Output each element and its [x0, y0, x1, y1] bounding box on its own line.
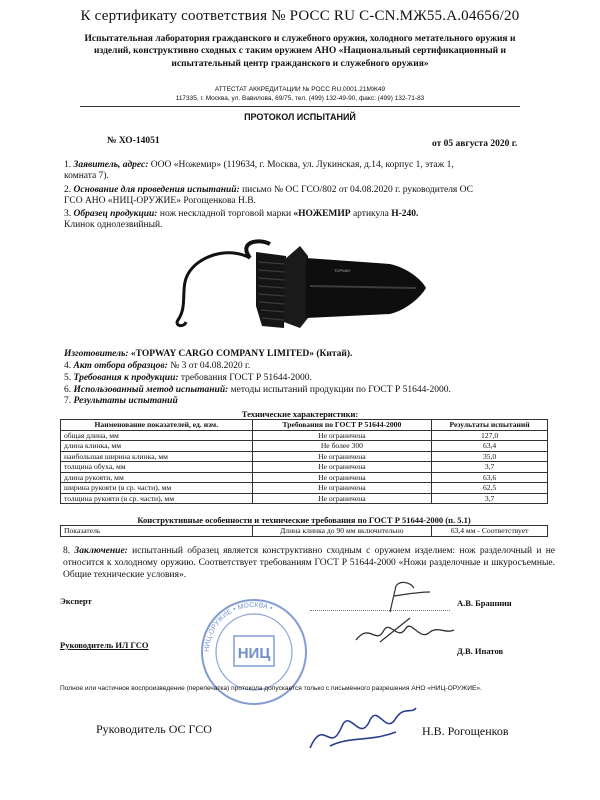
conclusion-text: испытанный образец является конструктивно сходным с оружием изделием: нож разделочный и не относится к холодному оружию. Соответствует требованиям ГОСТ Р 51644-2000 «Ножи разделочные и шкуросъемные. Общие технические условия». — [63, 546, 556, 580]
knife-photo — [158, 236, 428, 342]
table-row — [61, 462, 548, 473]
table-cell: толщина рукояти (в ср. части), мм — [61, 493, 253, 504]
table-cell: Не ограничена — [252, 483, 432, 494]
table-cell: 62,5 — [432, 483, 548, 494]
stamp-center-text: НИЦ — [237, 645, 271, 662]
lab-head-signature — [350, 612, 460, 656]
basis-text: письмо № ОС ГСО/802 от 04.08.2020 г. руководителя ОС — [239, 185, 473, 195]
table-cell: 127,0 — [432, 430, 548, 441]
table-cell: 63,6 — [432, 472, 548, 483]
constr-table-title: Конструктивные особенности и технические требования по ГОСТ Р 51644-2000 (п. 5.1) — [137, 515, 471, 525]
sample-text-2: Клинок однолезвийный. — [64, 220, 163, 230]
table-cell: Не ограничена — [252, 451, 432, 462]
item-number: 6. — [64, 385, 72, 395]
item-number: 1. — [64, 160, 72, 170]
table-cell: Не более 300 — [252, 441, 432, 452]
sampling-act-text: № 3 от 04.08.2020 г. — [167, 361, 251, 371]
table-cell: наибольшая ширина клинка, мм — [61, 451, 253, 462]
maker-text: «TOPWAY CARGO COMPANY LIMITED» (Китай). — [128, 349, 353, 359]
tech-table — [60, 419, 548, 504]
lab-line-2: изделий, конструктивно сходных с таким оружием АНО «Национальный сертификационный и — [93, 46, 506, 57]
table-cell: Длина клинка до 90 мм включительно — [252, 526, 432, 537]
requirements-label: Требования к продукции: — [73, 373, 179, 383]
basis-label: Основание для проведения испытаний: — [73, 185, 240, 195]
os-head-signature — [300, 696, 420, 760]
lab-head-name: Д.В. Ипатов — [457, 646, 504, 656]
table-cell: Показатель — [61, 526, 253, 537]
table-cell: Не ограничена — [252, 462, 432, 473]
table-cell: Не ограничена — [252, 472, 432, 483]
table-row — [61, 430, 548, 441]
table-cell: длина рукояти, мм — [61, 472, 253, 483]
knife-guard — [284, 246, 308, 328]
accreditation-block — [0, 85, 600, 103]
table-cell: Не ограничена — [252, 493, 432, 504]
reproduction-note: Полное или частичное воспроизведение (перепечатка) протокола допускается только с письменного разрешения АНО «НИЦ-ОРУЖИЕ». — [60, 685, 482, 692]
table-row — [61, 441, 548, 452]
sample-brand: «НОЖЕМИР — [293, 209, 351, 219]
table-cell: 63,4 мм - Соответствует — [432, 526, 548, 537]
column-header: Результаты испытаний — [432, 420, 548, 431]
applicant-text-2: комната 7). — [64, 171, 109, 181]
table-row — [61, 493, 548, 504]
item-number: 8. — [63, 546, 71, 556]
os-head-name: Н.В. Рогощенков — [422, 724, 509, 738]
sample-article: Н-240. — [391, 209, 419, 219]
table-cell: ширина рукояти (в ср. части), мм — [61, 483, 253, 494]
header-divider — [80, 106, 520, 107]
protocol-date: от 05 августа 2020 г. — [432, 139, 518, 149]
test-method-text: методы испытаний продукции по ГОСТ Р 51644-2000. — [228, 385, 451, 395]
accreditation-number: АТТЕСТАТ АККРЕДИТАЦИИ № РОСС RU.0001.21МЖ49 — [214, 86, 386, 93]
sample-text: нож нескладной торговой марки — [157, 209, 294, 219]
stamp-ring-text: НИЦ-ОРУЖИЕ • МОСКВА • — [203, 601, 274, 653]
column-header: Наименование показателей, ед. изм. — [61, 420, 253, 431]
item-applicant — [64, 160, 564, 182]
table-row — [61, 483, 548, 494]
item-maker — [64, 349, 564, 360]
expert-label: Эксперт — [60, 596, 92, 606]
protocol-number: № ХО-14051 — [107, 136, 160, 146]
maker-label: Изготовитель: — [64, 349, 129, 359]
item-number: 4. — [64, 361, 72, 371]
item-number: 5. — [64, 373, 72, 383]
item-basis — [64, 185, 564, 207]
table-row — [61, 526, 548, 537]
item-requirements — [64, 373, 312, 384]
table-cell: 35,0 — [432, 451, 548, 462]
laboratory-name — [40, 33, 560, 70]
item-test-method — [64, 385, 451, 396]
item-results — [64, 396, 178, 407]
table-cell: 3,7 — [432, 493, 548, 504]
table-cell: толщина обуха, мм — [61, 462, 253, 473]
sampling-act-label: Акт отбора образцов: — [73, 361, 168, 371]
test-method-label: Использованный метод испытаний: — [73, 385, 229, 395]
certificate-reference: К сертификату соответствия № РОСС RU С-CN.МЖ55.А.04656/20 — [80, 8, 520, 24]
item-sample — [64, 209, 564, 231]
table-header-row — [61, 420, 548, 431]
blade-logo: TOPWAY — [334, 268, 351, 273]
sample-label: Образец продукции: — [73, 209, 158, 219]
expert-name: А.В. Брашнин — [457, 598, 512, 608]
item-sampling-act — [64, 361, 250, 372]
conclusion — [63, 545, 555, 581]
lab-line-3: испытательный центр гражданского и служебного оружия» — [171, 58, 429, 69]
constr-table — [60, 525, 548, 537]
sample-text-3: артикула — [350, 209, 392, 219]
applicant-text: ООО «Ножемир» (119634, г. Москва, ул. Лукинская, д.14, корпус 1, этаж 1, — [148, 160, 454, 170]
table-cell: 3,7 — [432, 462, 548, 473]
table-row — [61, 451, 548, 462]
table-cell: Не ограничена — [252, 430, 432, 441]
table-cell: длина клинка, мм — [61, 441, 253, 452]
conclusion-label: Заключение: — [74, 546, 128, 556]
table-cell: общая длина, мм — [61, 430, 253, 441]
column-header: Требования по ГОСТ Р 51644-2000 — [252, 420, 432, 431]
applicant-label: Заявитель, адрес: — [73, 160, 149, 170]
lab-line-1: Испытательная лаборатория гражданского и служебного оружия, холодного метательного оружия и — [84, 34, 516, 44]
basis-text-2: ГСО АНО «НИЦ-ОРУЖИЕ» Рогощенкова Н.В. — [64, 196, 256, 206]
os-head-label: Руководитель ОС ГСО — [96, 722, 212, 736]
table-row — [61, 472, 548, 483]
lab-address: 117335, г. Москва, ул. Вавилова, 69/75, тел. (499) 132-49-90, факс: (499) 132-71-83 — [175, 95, 425, 102]
tech-table-title: Технические характеристики: — [241, 409, 359, 419]
item-number: 3. — [64, 209, 72, 219]
requirements-text: требования ГОСТ Р 51644-2000. — [178, 373, 312, 383]
results-label: Результаты испытаний — [73, 396, 178, 406]
protocol-title: ПРОТОКОЛ ИСПЫТАНИЙ — [244, 112, 356, 122]
table-cell: 63,4 — [432, 441, 548, 452]
item-number: 7. — [64, 396, 72, 406]
lanyard-cord — [177, 253, 250, 326]
item-number: 2. — [64, 185, 72, 195]
lab-head-label: Руководитель ИЛ ГСО — [60, 640, 149, 650]
